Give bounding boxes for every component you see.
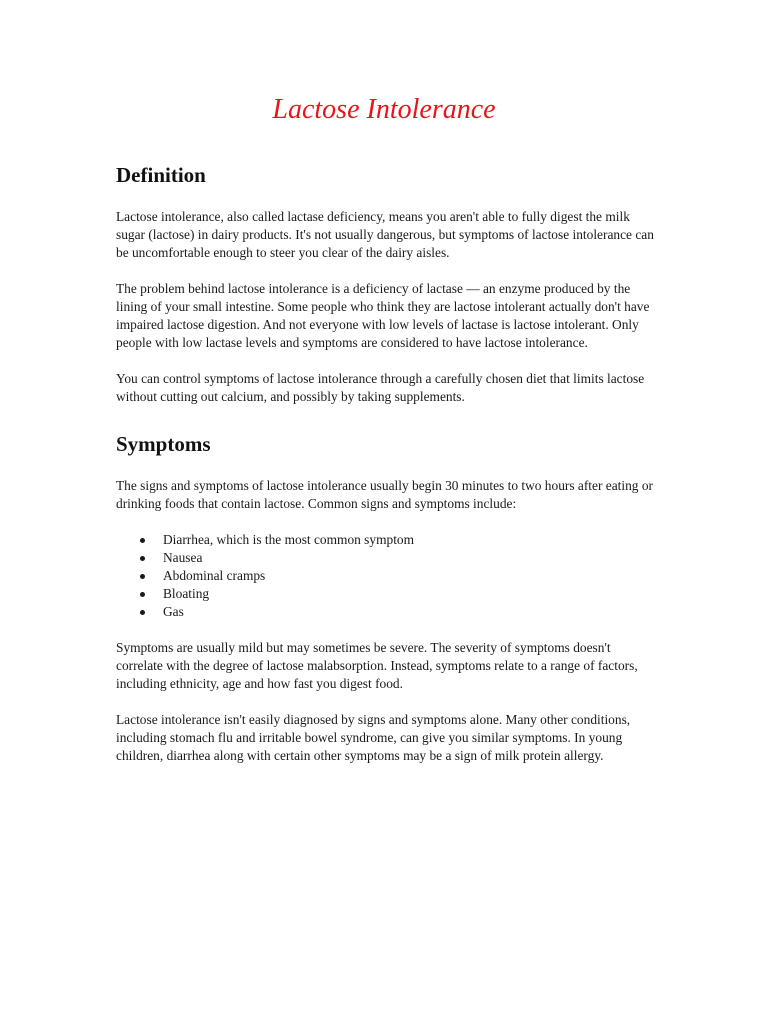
list-item: [116, 531, 656, 549]
list-item: [116, 549, 656, 567]
definition-paragraph-3: You can control symptoms of lactose intolerance through a carefully chosen diet that limits lactose without cutting out calcium, and possibly by taking supplements.: [116, 371, 645, 404]
list-item: [116, 585, 656, 603]
bullet-icon: [140, 592, 145, 597]
symptoms-paragraph-2: Lactose intolerance isn't easily diagnosed by signs and symptoms alone. Many other conditions, including stomach flu and irritable bowel syndrome, can give you similar symptoms. In young children, diarrhea along with certain other symptoms may be a sign of milk protein allergy.: [116, 712, 631, 763]
symptoms-paragraph-1: Symptoms are usually mild but may sometimes be severe. The severity of symptoms doesn't correlate with the degree of lactose malabsorption. Instead, symptoms relate to a range of factors, including ethnicity, age and how fast you digest food.: [116, 640, 638, 691]
list-item-text: Gas: [163, 604, 184, 619]
symptoms-heading: Symptoms: [116, 432, 211, 456]
bullet-icon: [140, 556, 145, 561]
bullet-icon: [140, 538, 145, 543]
list-item: [116, 603, 656, 621]
list-item-text: Nausea: [163, 550, 203, 565]
list-item-text: Diarrhea, which is the most common symptom: [163, 532, 415, 547]
symptom-list: [116, 531, 656, 621]
definition-paragraph-2: The problem behind lactose intolerance is a deficiency of lactase — an enzyme produced by the lining of your small intestine. Some people who think they are lactose intolerant actually don't have impaired lactose digestion. And not everyone with low levels of lactase is lactose intolerant. Only people with low lactase levels and symptoms are considered to have lactose intolerance.: [116, 281, 650, 350]
definition-paragraph-1: Lactose intolerance, also called lactase deficiency, means you aren't able to fully digest the milk sugar (lactose) in dairy products. It's not usually dangerous, but symptoms of lactose intolerance can be uncomfortable enough to steer you clear of the dairy aisles.: [116, 209, 654, 260]
list-item-text: Bloating: [163, 586, 210, 601]
document-content: [116, 160, 656, 765]
definition-heading: Definition: [116, 163, 206, 187]
list-item: [116, 567, 656, 585]
list-item-text: Abdominal cramps: [163, 568, 266, 583]
bullet-icon: [140, 574, 145, 579]
symptoms-intro-paragraph: The signs and symptoms of lactose intolerance usually begin 30 minutes to two hours after eating or drinking foods that contain lactose. Common signs and symptoms include:: [116, 478, 653, 511]
document-title: Lactose Intolerance: [272, 94, 496, 125]
bullet-icon: [140, 610, 145, 615]
